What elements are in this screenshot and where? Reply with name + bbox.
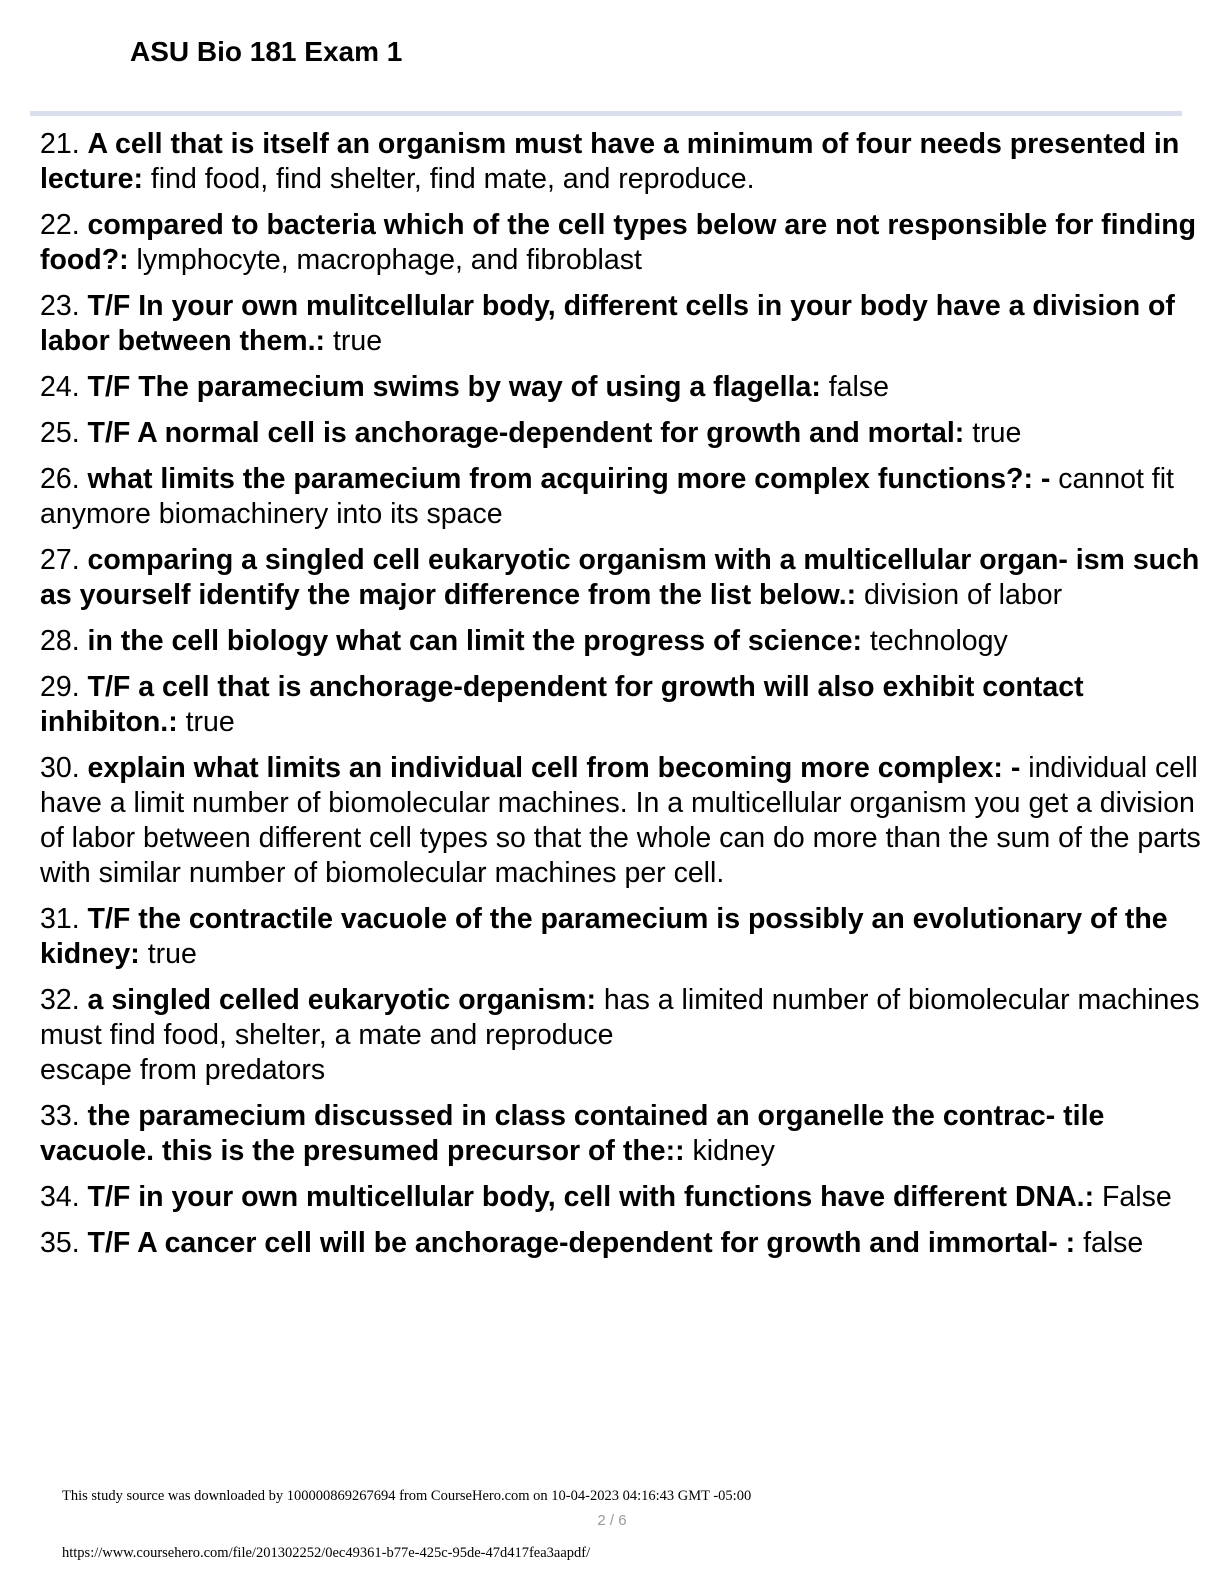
question-number: 31. — [40, 903, 80, 935]
question-text: T/F A cancer cell will be anchorage-dependent for growth and immortal- : — [87, 1227, 1076, 1259]
question-item — [40, 289, 1210, 359]
question-number: 22. — [40, 209, 80, 241]
question-text: T/F the contractile vacuole of the paramecium is possibly an evolutionary of the kidney: — [40, 903, 1168, 970]
question-text: A cell that is itself an organism must have a minimum of four needs presented in lecture: — [40, 128, 1180, 195]
answer-text: has a limited number of biomolecular machines — [603, 984, 1200, 1016]
page-title: ASU Bio 181 Exam 1 — [130, 36, 403, 67]
answer-text: true — [332, 325, 383, 357]
question-number: 26. — [40, 463, 80, 495]
question-text: T/F In your own mulitcellular body, different cells in your body have a division of labor between them.: — [40, 290, 1175, 357]
question-text: T/F The paramecium swims by way of using a flagella: — [87, 371, 821, 403]
answer-text: find food, find shelter, find mate, and reproduce. — [150, 163, 755, 195]
question-list — [40, 127, 1210, 1272]
answer-text: must find food, shelter, a mate and reproduce — [40, 1019, 614, 1051]
question-item — [40, 751, 1210, 891]
question-item — [40, 127, 1210, 197]
question-item — [40, 983, 1210, 1088]
question-text: comparing a singled cell eukaryotic organism with a multicellular organ- ism such as yourself identify the major difference from the list below.: — [40, 544, 1200, 611]
page-number: 2 / 6 — [597, 1512, 627, 1529]
question-item — [40, 208, 1210, 278]
answer-text: false — [1083, 1227, 1144, 1259]
question-item — [40, 902, 1210, 972]
question-number: 23. — [40, 290, 80, 322]
answer-text: true — [147, 938, 197, 970]
answer-text: true — [972, 417, 1022, 449]
question-item — [40, 543, 1210, 613]
question-item — [40, 416, 1210, 451]
answer-text: division of labor — [864, 579, 1063, 611]
question-item — [40, 462, 1210, 532]
question-item — [40, 370, 1210, 405]
answer-text: escape from predators — [40, 1054, 326, 1086]
answer-text: technology — [869, 625, 1008, 657]
question-number: 27. — [40, 544, 80, 576]
question-item — [40, 624, 1210, 659]
question-number: 29. — [40, 671, 80, 703]
answer-text: kidney — [692, 1135, 775, 1167]
question-text: in the cell biology what can limit the progress of science: — [87, 625, 862, 657]
question-number: 35. — [40, 1227, 80, 1259]
question-number: 28. — [40, 625, 80, 657]
question-text: a singled celled eukaryotic organism: — [87, 984, 596, 1016]
question-text: explain what limits an individual cell from becoming more complex: - — [87, 752, 1021, 784]
question-number: 21. — [40, 128, 80, 160]
question-text: T/F in your own multicellular body, cell with functions have different DNA.: — [87, 1181, 1095, 1213]
answer-text: individual cell have a limit number of biomolecular machines. In a multicellular organism you get a division of labor between different cell types so that the whole can do more than the sum of the parts with similar number of biomolecular machines per cell. — [40, 752, 1201, 889]
answer-text: cannot fit anymore biomachinery into its space — [40, 463, 1174, 530]
question-number: 32. — [40, 984, 80, 1016]
question-item — [40, 1099, 1210, 1169]
question-text: compared to bacteria which of the cell types below are not responsible for finding food?: — [40, 209, 1197, 276]
question-text: the paramecium discussed in class contained an organelle the contrac- tile vacuole. this is the presumed precursor of the:: — [40, 1100, 1105, 1167]
source-url[interactable]: https://www.coursehero.com/file/201302252/0ec49361-b77e-425c-95de-47d417fea3aapdf/ — [62, 1545, 591, 1561]
question-text: what limits the paramecium from acquiring more complex functions?: - — [87, 463, 1051, 495]
title-divider — [30, 111, 1182, 116]
question-number: 33. — [40, 1100, 80, 1132]
answer-text: false — [828, 371, 889, 403]
question-text: T/F a cell that is anchorage-dependent for growth will also exhibit contact inhibiton.: — [40, 671, 1084, 738]
answer-text: lymphocyte, macrophage, and fibroblast — [136, 244, 642, 276]
question-item — [40, 1180, 1210, 1215]
answer-text: true — [185, 706, 235, 738]
question-number: 25. — [40, 417, 80, 449]
download-notice: This study source was downloaded by 100000869267694 from CourseHero.com on 10-04-2023 04:16:43 GMT -05:00 — [62, 1488, 752, 1504]
answer-text: False — [1102, 1181, 1172, 1213]
question-item — [40, 670, 1210, 740]
question-number: 30. — [40, 752, 80, 784]
question-item — [40, 1226, 1210, 1261]
question-number: 24. — [40, 371, 80, 403]
question-number: 34. — [40, 1181, 80, 1213]
question-text: T/F A normal cell is anchorage-dependent for growth and mortal: — [87, 417, 965, 449]
